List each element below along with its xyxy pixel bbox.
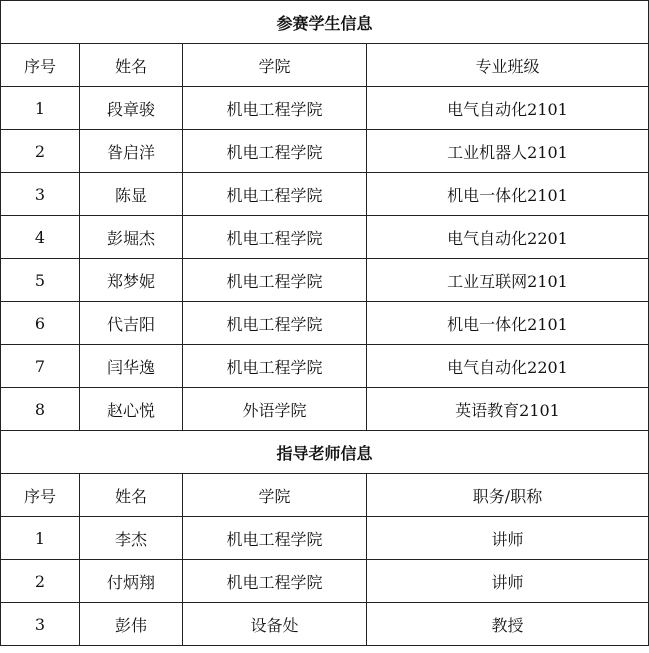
column-header-index: 序号	[1, 474, 80, 517]
cell-index: 1	[1, 517, 80, 560]
table-row	[1, 259, 649, 302]
table-row	[1, 560, 649, 603]
cell-index: 7	[1, 345, 80, 388]
cell-college: 设备处	[183, 603, 367, 646]
cell-index: 3	[1, 603, 80, 646]
cell-class: 机电一体化2101	[367, 302, 649, 345]
cell-index: 8	[1, 388, 80, 431]
cell-college: 机电工程学院	[183, 130, 367, 173]
column-header-name: 姓名	[80, 474, 183, 517]
student-column-header-row	[1, 44, 649, 87]
cell-class: 工业机器人2101	[367, 130, 649, 173]
cell-index: 6	[1, 302, 80, 345]
student-section-header-row	[1, 1, 649, 44]
cell-class: 机电一体化2101	[367, 173, 649, 216]
cell-name: 昝启洋	[80, 130, 183, 173]
cell-name: 赵心悦	[80, 388, 183, 431]
cell-class: 英语教育2101	[367, 388, 649, 431]
teacher-section-title: 指导老师信息	[1, 431, 649, 474]
cell-college: 机电工程学院	[183, 259, 367, 302]
cell-title: 讲师	[367, 517, 649, 560]
cell-class: 电气自动化2201	[367, 216, 649, 259]
cell-college: 机电工程学院	[183, 216, 367, 259]
column-header-college: 学院	[183, 44, 367, 87]
column-header-college: 学院	[183, 474, 367, 517]
cell-title: 讲师	[367, 560, 649, 603]
cell-index: 3	[1, 173, 80, 216]
cell-index: 2	[1, 130, 80, 173]
student-section-title: 参赛学生信息	[1, 1, 649, 44]
cell-name: 付炳翔	[80, 560, 183, 603]
cell-name: 彭堀杰	[80, 216, 183, 259]
column-header-name: 姓名	[80, 44, 183, 87]
table-row	[1, 345, 649, 388]
cell-college: 机电工程学院	[183, 302, 367, 345]
cell-name: 李杰	[80, 517, 183, 560]
cell-college: 外语学院	[183, 388, 367, 431]
teacher-column-header-row	[1, 474, 649, 517]
cell-class: 电气自动化2101	[367, 87, 649, 130]
cell-index: 5	[1, 259, 80, 302]
cell-college: 机电工程学院	[183, 560, 367, 603]
table-row	[1, 130, 649, 173]
cell-index: 1	[1, 87, 80, 130]
cell-college: 机电工程学院	[183, 87, 367, 130]
column-header-class: 专业班级	[367, 44, 649, 87]
table-row	[1, 517, 649, 560]
cell-college: 机电工程学院	[183, 345, 367, 388]
cell-name: 闫华逸	[80, 345, 183, 388]
cell-name: 郑梦妮	[80, 259, 183, 302]
cell-title: 教授	[367, 603, 649, 646]
cell-name: 代吉阳	[80, 302, 183, 345]
column-header-title: 职务/职称	[367, 474, 649, 517]
cell-class: 电气自动化2201	[367, 345, 649, 388]
cell-name: 陈显	[80, 173, 183, 216]
cell-college: 机电工程学院	[183, 173, 367, 216]
cell-index: 4	[1, 216, 80, 259]
table-row	[1, 388, 649, 431]
table-row	[1, 173, 649, 216]
teacher-section-header-row	[1, 431, 649, 474]
cell-name: 彭伟	[80, 603, 183, 646]
cell-index: 2	[1, 560, 80, 603]
cell-college: 机电工程学院	[183, 517, 367, 560]
table-row	[1, 302, 649, 345]
table-row	[1, 216, 649, 259]
cell-name: 段章骏	[80, 87, 183, 130]
column-header-index: 序号	[1, 44, 80, 87]
table-row	[1, 87, 649, 130]
cell-class: 工业互联网2101	[367, 259, 649, 302]
table-row	[1, 603, 649, 646]
